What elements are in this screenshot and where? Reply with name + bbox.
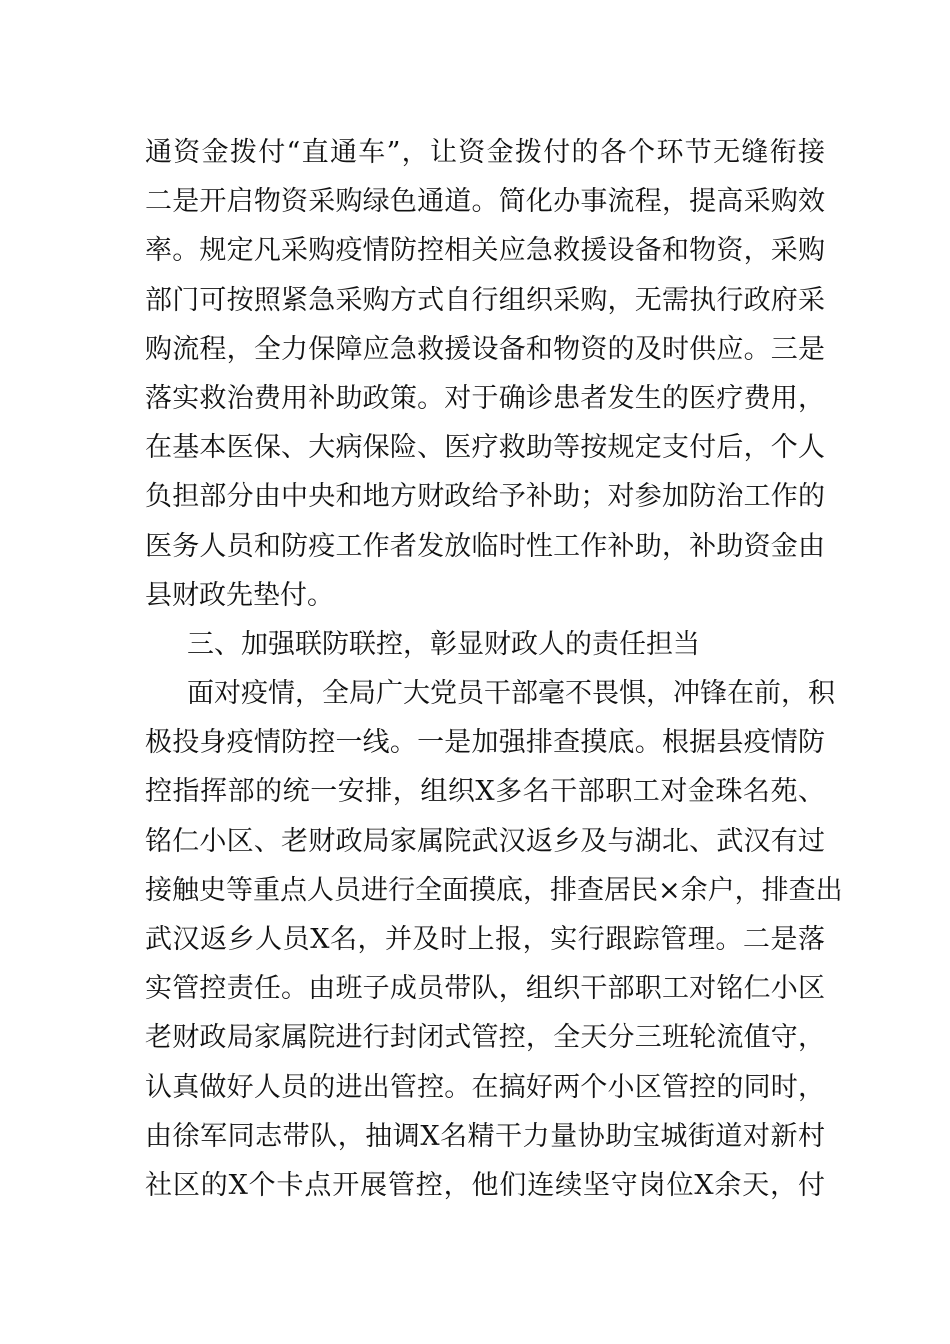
section-heading: 三、加强联防联控，彰显财政人的责任担当 — [187, 628, 700, 660]
text-line: 认真做好人员的进出管控。在搞好两个小区管控的同时， — [145, 1071, 825, 1103]
text-line: 由徐军同志带队，抽调X名精干力量协助宝城街道对新村 — [145, 1120, 825, 1152]
text-line: 实管控责任。由班子成员带队，组织干部职工对铭仁小区 — [145, 973, 825, 1005]
text-line: 社区的X个卡点开展管控，他们连续坚守岗位X余天，付 — [145, 1169, 825, 1201]
text-line: 武汉返乡人员X名，并及时上报，实行跟踪管理。二是落 — [145, 924, 825, 955]
text-line: 老财政局家属院进行封闭式管控，全天分三班轮流值守， — [145, 1022, 825, 1054]
text-line: 铭仁小区、老财政局家属院武汉返乡及与湖北、武汉有过 — [145, 825, 825, 857]
text-line: 购流程，全力保障应急救援设备和物资的及时供应。三是 — [145, 333, 825, 365]
text-line: 通资金拨付“直通车”，让资金拨付的各个环节无缝衔接 — [145, 137, 825, 168]
text-line: 极投身疫情防控一线。一是加强排查摸底。根据县疫情防 — [145, 727, 825, 759]
text-line: 部门可按照紧急采购方式自行组织采购，无需执行政府采 — [145, 284, 825, 316]
body-text — [145, 128, 843, 1210]
text-line: 县财政先垫付。 — [145, 579, 334, 611]
text-line: 落实救治费用补助政策。对于确诊患者发生的医疗费用， — [145, 382, 825, 414]
text-line: 负担部分由中央和地方财政给予补助；对参加防治工作的 — [145, 481, 825, 513]
text-line: 在基本医保、大病保险、医疗救助等按规定支付后，个人 — [145, 432, 825, 464]
text-line: 控指挥部的统一安排，组织X多名干部职工对金珠名苑、 — [145, 776, 825, 808]
text-line: 接触史等重点人员进行全面摸底，排查居民×余户，排查出 — [145, 874, 843, 906]
paragraph-first-line: 面对疫情，全局广大党员干部毫不畏惧，冲锋在前，积 — [187, 678, 835, 710]
text-line: 医务人员和防疫工作者发放临时性工作补助，补助资金由 — [145, 530, 825, 562]
text-line: 二是开启物资采购绿色通道。简化办事流程，提高采购效 — [145, 186, 825, 218]
text-line: 率。规定凡采购疫情防控相关应急救援设备和物资，采购 — [145, 235, 825, 267]
